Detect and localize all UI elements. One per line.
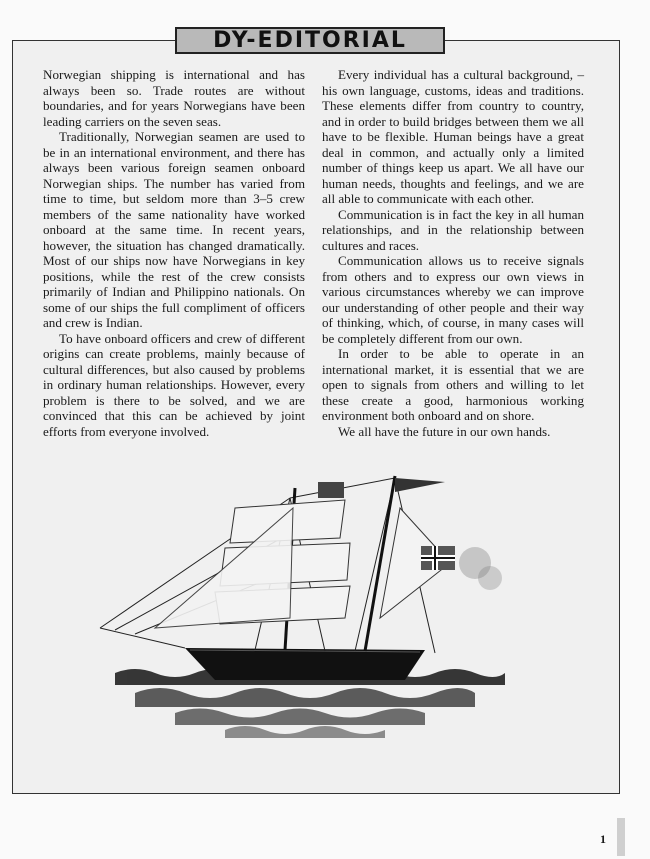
paragraph: In order to be able to operate in an international market, it is essential that we are open to signals from others and willing to let these create a good, harmonious working environment both onboard and on shore. [322,346,584,423]
page-edge-tab [617,818,625,856]
paragraph: Norwegian shipping is international and has always been so. Trade routes are without boundaries, and for years Norwegians have been leading carriers on the seven seas. [43,67,305,129]
paragraph: Traditionally, Norwegian seamen are used to be in an international environment, and there has always been various foreign seamen onboard Norwegian ships. The number has varied from time to time, but seldom more than 3–5 crew members of the same nationality have worked onboard at the same time. In recent years, however, the situation has changed dramatically. Most of our ships now have Norwegians in key positions, while the rest of the crew consists primarily of Indian and Philippino nationals. On some of our ships the full compliment of officers and crew is Indian. [43,129,305,330]
paragraph: To have onboard officers and crew of different origins can create problems, mainly because of cultural differences, but also caused by problems in ordinary human relationships. However, every problem is there to be solved, and we are convinced that this can be achieved by joint efforts from everyone involved. [43,330,305,439]
paragraph: Communication is in fact the key in all human relationships, and in the relationship between cultures and races. [322,206,584,253]
editorial-masthead: DY-EDITORIAL [175,27,445,54]
sailing-ship-icon [95,468,515,758]
paragraph: Communication allows us to receive signals from others and to express our own views in various circumstances whereby we can improve our understanding of other people and their way of thinking, which, of course, in many cases will be completely different from our own. [322,253,584,346]
left-column [43,67,305,439]
page-number: 1 [600,832,606,846]
right-column [322,67,584,439]
paragraph: Every individual has a cultural background, – his own language, customs, ideas and traditions. These elements differ from country to country, and in order to build bridges between them we all have to be flexible. Human beings have a great deal in common, and actually only a limited number of things keep us apart. We all have our human needs, thoughts and feelings, and we are all able to communicate with each other. [322,67,584,206]
paragraph: We all have the future in our own hands. [338,423,551,439]
